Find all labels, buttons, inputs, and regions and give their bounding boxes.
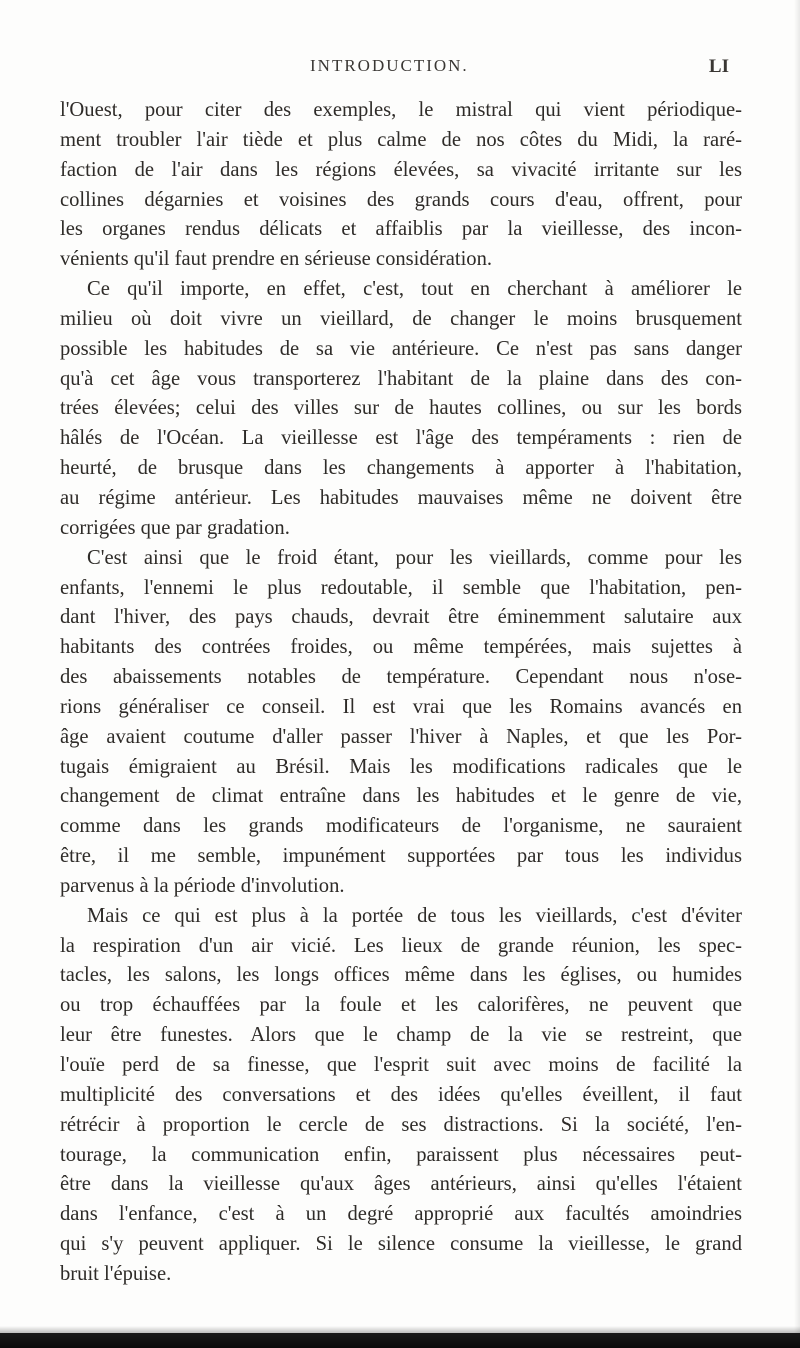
- text-line: hâlés de l'Océan. La vieillesse est l'âge des tempéraments : rien de: [60, 427, 742, 450]
- body-text: [60, 96, 742, 1290]
- text-line: qui s'y peuvent appliquer. Si le silence consume la vieillesse, le grand: [60, 1233, 742, 1256]
- text-line: des abaissements notables de température. Cependant nous n'ose-: [60, 666, 742, 689]
- text-line: multiplicité des conversations et des idées qu'elles éveillent, il faut: [60, 1083, 742, 1106]
- text-line: possible les habitudes de sa vie antérieure. Ce n'est pas sans danger: [60, 337, 742, 360]
- paragraph: [60, 544, 742, 902]
- text-line: être dans la vieillesse qu'aux âges antérieurs, ainsi qu'elles l'étaient: [60, 1173, 742, 1196]
- text-line: tourage, la communication enfin, paraissent plus nécessaires peut-: [60, 1143, 742, 1166]
- text-line: dans l'enfance, c'est à un degré approprié aux facultés amoindries: [60, 1203, 742, 1226]
- text-line: rions généraliser ce conseil. Il est vrai que les Romains avancés en: [60, 695, 742, 718]
- running-title: INTRODUCTION.: [310, 56, 469, 75]
- text-line: parvenus à la période d'involution.: [60, 874, 345, 897]
- text-line: comme dans les grands modificateurs de l'organisme, ne sauraient: [60, 815, 742, 838]
- text-line: vénients qu'il faut prendre en sérieuse considération.: [60, 248, 493, 271]
- text-line: Mais ce qui est plus à la portée de tous les vieillards, c'est d'éviter: [87, 904, 742, 927]
- text-line: l'ouïe perd de sa finesse, que l'esprit suit avec moins de facilité la: [60, 1054, 742, 1076]
- text-line: être, il me semble, impunément supportées par tous les individus: [60, 845, 742, 868]
- text-line: tacles, les salons, les longs offices même dans les églises, ou humides: [60, 964, 742, 987]
- text-line: leur être funestes. Alors que le champ de la vie se restreint, que: [60, 1024, 742, 1047]
- text-line: heurté, de brusque dans les changements à apporter à l'habitation,: [60, 457, 742, 480]
- paragraph: [60, 96, 742, 275]
- paragraph: [60, 275, 742, 544]
- text-line: dant l'hiver, des pays chauds, devrait être éminemment salutaire aux: [60, 606, 742, 629]
- text-line: enfants, l'ennemi le plus redoutable, il semble que l'habitation, pen-: [60, 576, 742, 599]
- paragraph: [60, 902, 742, 1290]
- text-line: trées élevées; celui des villes sur de hautes collines, ou sur les bords: [60, 397, 742, 420]
- text-line: milieu où doit vivre un vieillard, de changer le moins brusquement: [60, 307, 742, 330]
- text-line: faction de l'air dans les régions élevées, sa vivacité irritante sur les: [60, 158, 742, 181]
- page-number: LI: [708, 56, 729, 77]
- text-line: la respiration d'un air vicié. Les lieux de grande réunion, les spec-: [60, 934, 742, 957]
- text-line: Ce qu'il importe, en effet, c'est, tout en cherchant à améliorer le: [87, 278, 742, 301]
- text-line: tugais émigraient au Brésil. Mais les modifications radicales que le: [60, 755, 742, 778]
- text-line: âge avaient coutume d'aller passer l'hiver à Naples, et que les Por-: [60, 725, 742, 748]
- text-line: habitants des contrées froides, ou même tempérées, mais sujettes à: [60, 636, 742, 659]
- text-line: les organes rendus délicats et affaiblis par la vieillesse, des incon-: [60, 218, 742, 241]
- text-line: collines dégarnies et voisines des grands cours d'eau, offrent, pour: [60, 188, 742, 211]
- scan-bottom-shadow: [0, 1326, 800, 1333]
- text-line: ou trop échauffées par la foule et les calorifères, ne peuvent que: [60, 994, 742, 1017]
- text-line: corrigées que par gradation.: [60, 516, 290, 539]
- text-line: rétrécir à proportion le cercle de ses distractions. Si la société, l'en-: [60, 1113, 742, 1136]
- text-line: bruit l'épuise.: [60, 1262, 172, 1285]
- text-line: changement de climat entraîne dans les habitudes et le genre de vie,: [60, 785, 742, 808]
- text-line: au régime antérieur. Les habitudes mauvaises même ne doivent être: [60, 486, 742, 509]
- scan-bottom-border: [0, 1333, 800, 1348]
- text-line: l'Ouest, pour citer des exemples, le mistral qui vient périodique-: [60, 99, 742, 121]
- page-edge-shadow: [794, 0, 800, 1348]
- text-line: qu'à cet âge vous transporterez l'habitant de la plaine dans des con-: [60, 367, 742, 390]
- text-line: ment troubler l'air tiède et plus calme de nos côtes du Midi, la raré-: [60, 128, 742, 151]
- running-head: [255, 56, 735, 80]
- text-line: C'est ainsi que le froid étant, pour les vieillards, comme pour les: [87, 546, 742, 569]
